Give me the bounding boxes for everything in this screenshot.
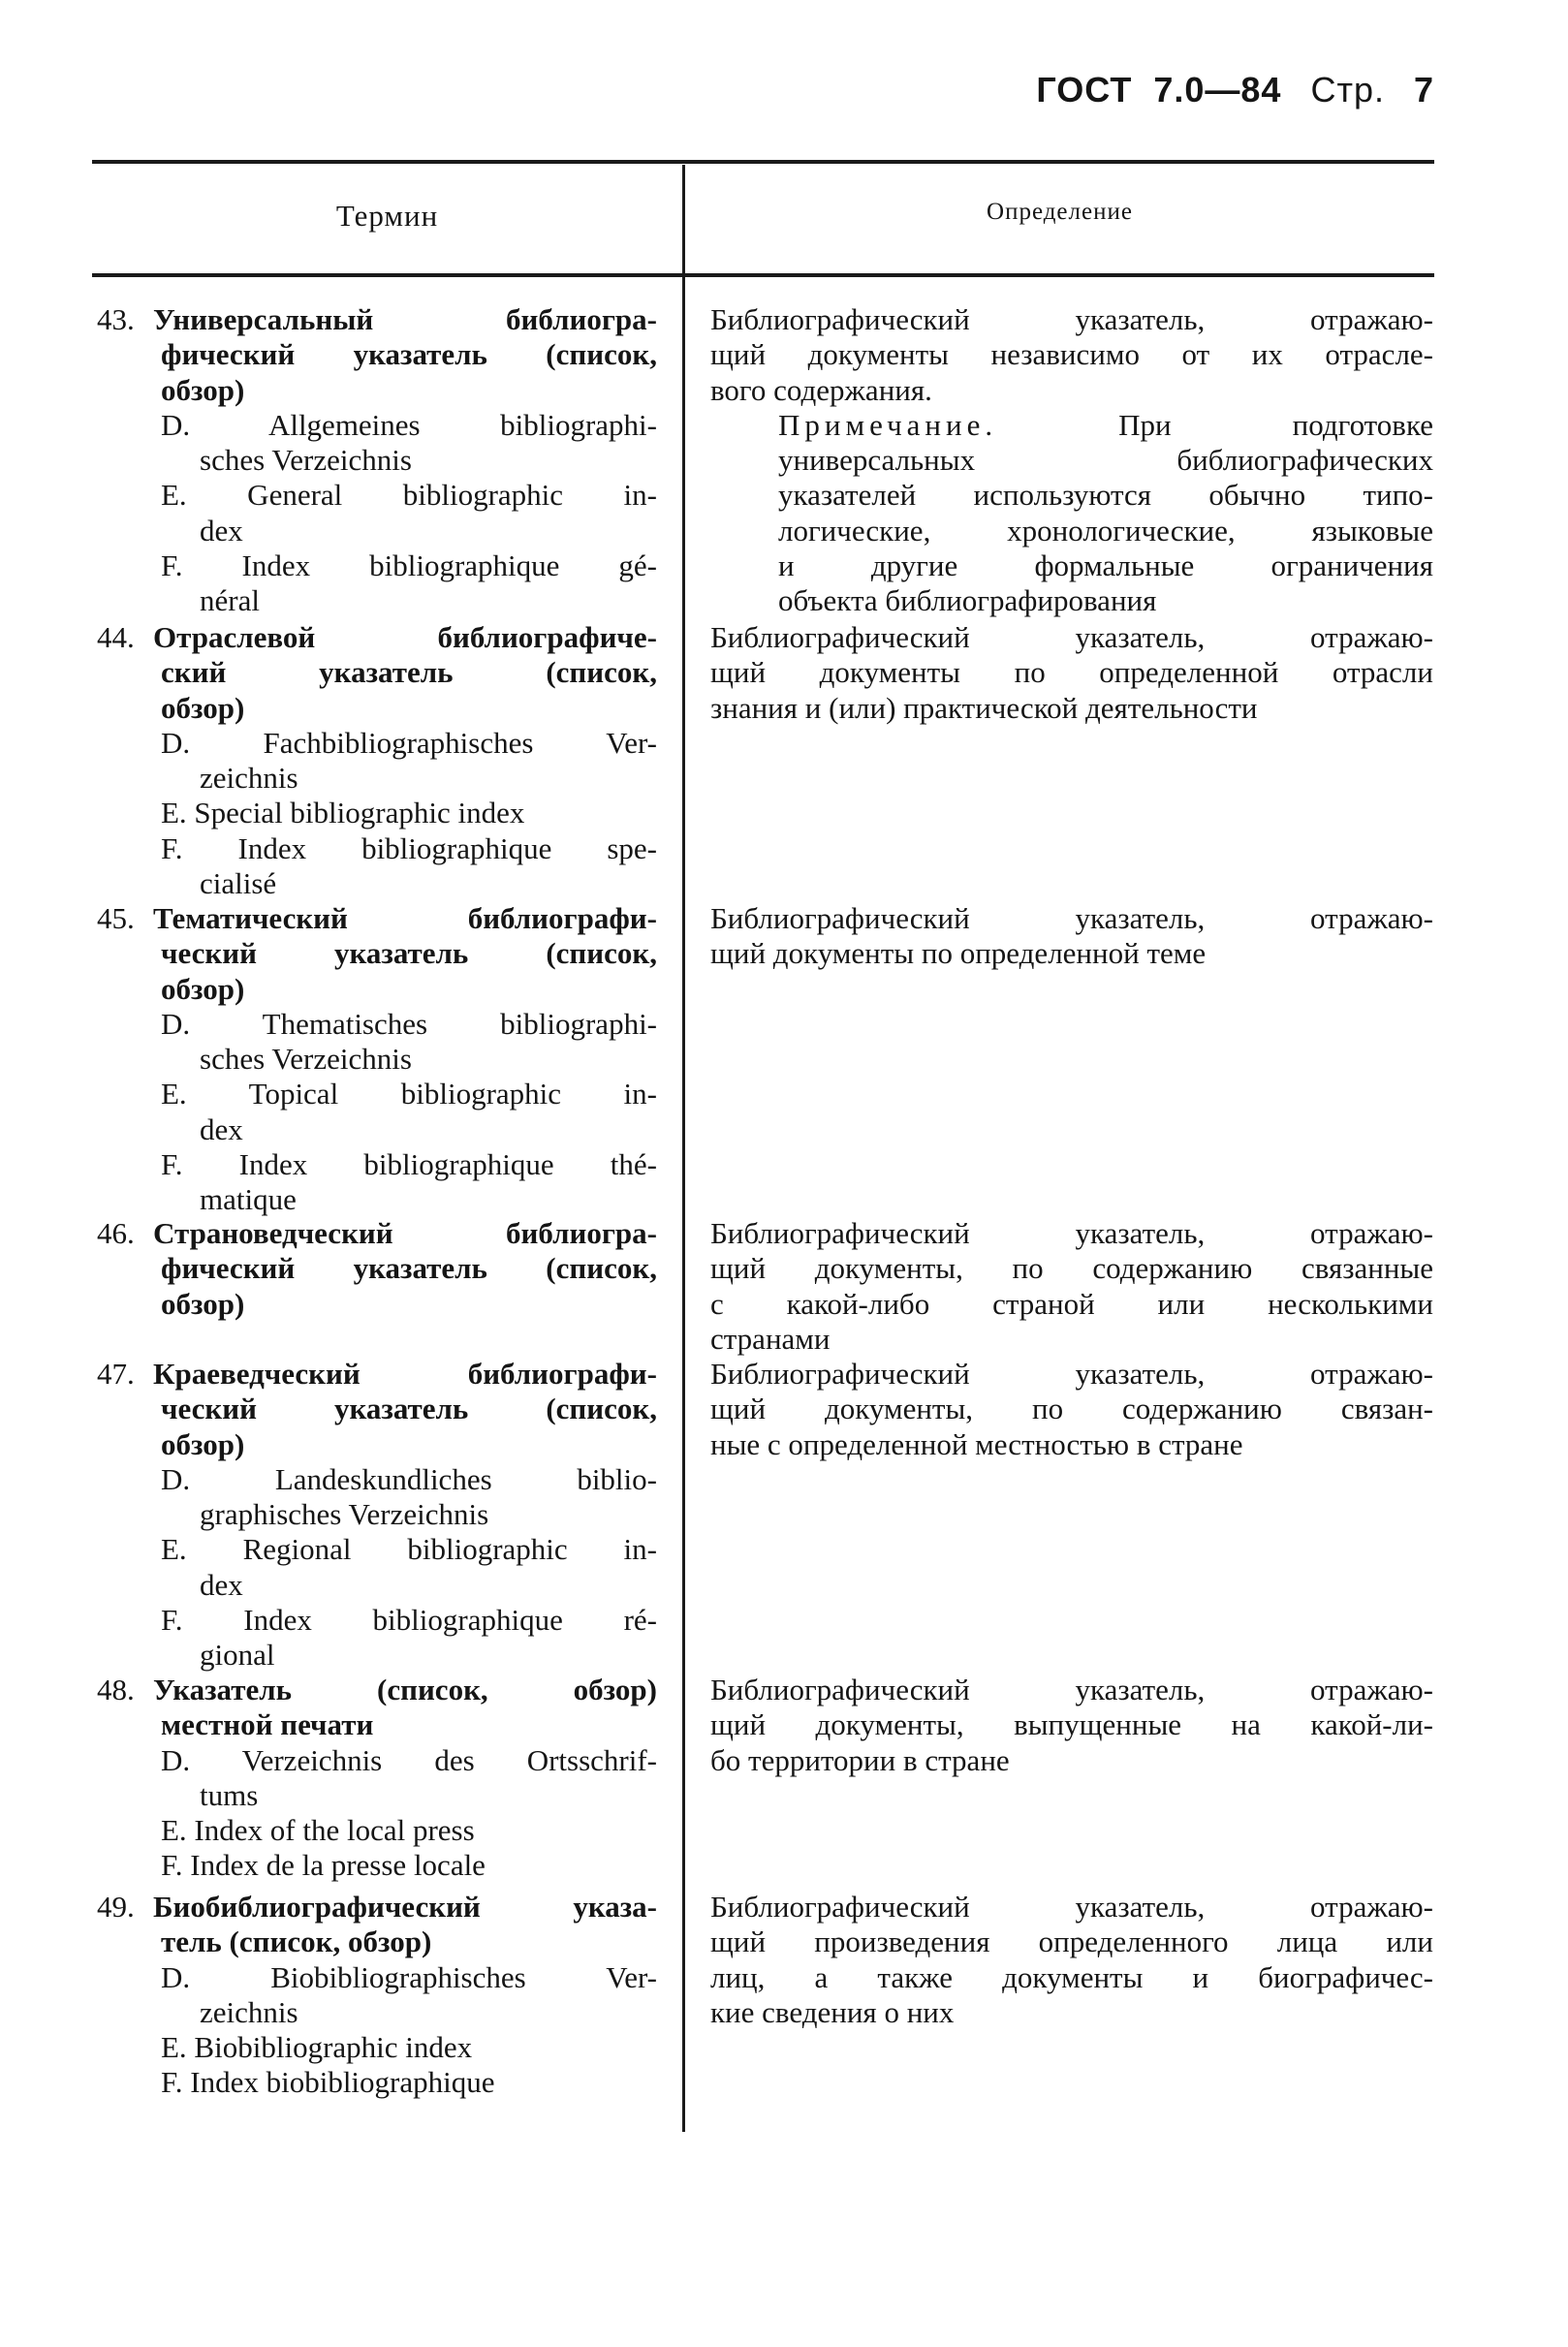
- definition-45: [710, 901, 1433, 972]
- column-divider: [682, 165, 685, 2132]
- column-header-term: Термин: [335, 199, 439, 233]
- translation-de-cont: graphisches Verzeichnis: [200, 1497, 489, 1532]
- translation-de: D. Allgemeines bibliographi-: [161, 407, 657, 442]
- definition-line: щий документы по определенной теме: [710, 936, 1207, 971]
- term-title-line: 49. Биобиблиографический указа-: [97, 1890, 657, 1924]
- translation-en: E. Regional bibliographic in-: [161, 1532, 657, 1567]
- definition-line: знания и (или) практической деятельности: [710, 690, 1258, 725]
- translation-de-cont: zeichnis: [200, 761, 298, 796]
- term-title-line: 48. Указатель (список, обзор): [97, 1673, 657, 1706]
- note-line: универсальных библиографических: [778, 443, 1433, 478]
- page-number: 7: [1413, 70, 1434, 110]
- translation-fr: F. Index bibliographique spe-: [161, 830, 657, 865]
- definition-line: щий документы, по содержанию связанные: [710, 1251, 1433, 1286]
- definition-line: Библиографический указатель, отражаю-: [710, 620, 1433, 654]
- definition-line: щий документы, выпущенные на какой-ли-: [710, 1707, 1433, 1742]
- translation-de-cont: zeichnis: [200, 1994, 298, 2029]
- definition-line: Библиографический указатель, отражаю-: [710, 1216, 1433, 1250]
- term-entry-46: [97, 1216, 657, 1322]
- definition-49: [710, 1890, 1433, 2030]
- term-title-line: 44. Отраслевой библиографиче-: [97, 620, 657, 654]
- term-title-line: фический указатель (список,: [161, 1251, 657, 1286]
- translation-en: E. General bibliographic in-: [161, 478, 657, 513]
- definition-line: странами: [710, 1321, 831, 1356]
- translation-en: E. Biobibliographic index: [161, 2030, 473, 2065]
- note-heading-line: Примечание. При подготовке: [778, 407, 1433, 442]
- term-title-line: 46. Страноведческий библиогра-: [97, 1216, 657, 1250]
- translation-fr-cont: matique: [200, 1182, 297, 1217]
- term-title-line: тель (список, обзор): [161, 1925, 432, 1959]
- definition-line: Библиографический указатель, отражаю-: [710, 901, 1433, 935]
- definition-line: вого содержания.: [710, 372, 932, 407]
- table-header-rule: [92, 273, 1434, 277]
- translation-fr: F. Index biobibliographique: [161, 2065, 495, 2100]
- note-line: логические, хронологические, языковые: [778, 513, 1433, 548]
- term-entry-43: [97, 302, 657, 619]
- translation-fr-cont: néral: [200, 583, 260, 618]
- definition-line: ные с определенной местностью в стране: [710, 1426, 1243, 1461]
- translation-fr: F. Index bibliographique thé-: [161, 1147, 657, 1182]
- note-line: и другие формальные ограничения: [778, 548, 1433, 583]
- definition-line: бо территории в стране: [710, 1742, 1010, 1777]
- term-title-line: обзор): [161, 690, 245, 725]
- standard-code: 7.0—84: [1153, 70, 1282, 110]
- definition-line: Библиографический указатель, отражаю-: [710, 1890, 1433, 1924]
- definition-line: Библиографический указатель, отражаю-: [710, 302, 1433, 336]
- translation-en: E. Special bibliographic index: [161, 796, 525, 830]
- translation-de: D. Landeskundliches biblio-: [161, 1461, 657, 1496]
- note-line: объекта библиографирования: [778, 583, 1157, 618]
- term-entry-44: [97, 620, 657, 901]
- term-title-line: 47. Краеведческий библиографи-: [97, 1357, 657, 1391]
- definition-line: кие сведения о них: [710, 1994, 955, 2029]
- definition-44: [710, 620, 1433, 726]
- translation-fr: F. Index bibliographique ré-: [161, 1603, 657, 1638]
- definition-46: [710, 1216, 1433, 1357]
- translation-en-cont: dex: [200, 1567, 243, 1602]
- term-title-line: 45. Тематический библиографи-: [97, 901, 657, 935]
- translation-en-cont: dex: [200, 1111, 243, 1146]
- translation-de-cont: sches Verzeichnis: [200, 443, 412, 478]
- translation-de-cont: sches Verzeichnis: [200, 1042, 412, 1077]
- term-title-line: обзор): [161, 971, 245, 1006]
- definition-line: щий документы независимо от их отрасле-: [710, 337, 1433, 372]
- translation-de: D. Fachbibliographisches Ver-: [161, 725, 657, 760]
- definition-43: [710, 302, 1433, 619]
- term-title-line: ческий указатель (список,: [161, 1392, 657, 1426]
- translation-de: D. Biobibliographisches Ver-: [161, 1959, 657, 1994]
- term-entry-45: [97, 901, 657, 1218]
- definition-line: лиц, а также документы и биографичес-: [710, 1959, 1433, 1994]
- term-title-line: обзор): [161, 1286, 245, 1321]
- translation-fr-cont: cialisé: [200, 866, 277, 901]
- definition-line: Библиографический указатель, отражаю-: [710, 1357, 1433, 1391]
- column-header-definition: Определение: [987, 199, 1133, 225]
- translation-en: E. Index of the local press: [161, 1813, 475, 1848]
- term-entry-48: [97, 1673, 657, 1884]
- definition-line: Библиографический указатель, отражаю-: [710, 1673, 1433, 1706]
- definition-48: [710, 1673, 1433, 1778]
- definition-line: щий документы, по содержанию связан-: [710, 1392, 1433, 1426]
- translation-fr-cont: gional: [200, 1638, 275, 1673]
- standard-name: ГОСТ: [1036, 70, 1133, 110]
- term-title-line: обзор): [161, 372, 245, 407]
- definition-line: щий документы по определенной отрасли: [710, 655, 1433, 690]
- definition-47: [710, 1357, 1433, 1462]
- term-title-line: обзор): [161, 1426, 245, 1461]
- table-top-rule: [92, 160, 1434, 164]
- term-entry-49: [97, 1890, 657, 2101]
- translation-de: D. Thematisches bibliographi-: [161, 1006, 657, 1041]
- definition-line: щий произведения определенного лица или: [710, 1925, 1433, 1959]
- definition-line: с какой-либо страной или несколькими: [710, 1286, 1433, 1321]
- page-header: [1036, 70, 1434, 110]
- page-label: Стр.: [1310, 70, 1385, 110]
- term-title-line: 43. Универсальный библиогра-: [97, 302, 657, 336]
- term-title-line: фический указатель (список,: [161, 337, 657, 372]
- term-entry-47: [97, 1357, 657, 1674]
- translation-en-cont: dex: [200, 513, 243, 548]
- translation-de-cont: tums: [200, 1777, 259, 1812]
- term-title-line: ский указатель (список,: [161, 655, 657, 690]
- translation-fr: F. Index bibliographique gé-: [161, 548, 657, 583]
- translation-en: E. Topical bibliographic in-: [161, 1077, 657, 1111]
- translation-de: D. Verzeichnis des Ortsschrif-: [161, 1742, 657, 1777]
- translation-fr: F. Index de la presse locale: [161, 1848, 486, 1883]
- note-line: указателей используются обычно типо-: [778, 478, 1433, 513]
- term-title-line: местной печати: [161, 1707, 374, 1742]
- term-title-line: ческий указатель (список,: [161, 936, 657, 971]
